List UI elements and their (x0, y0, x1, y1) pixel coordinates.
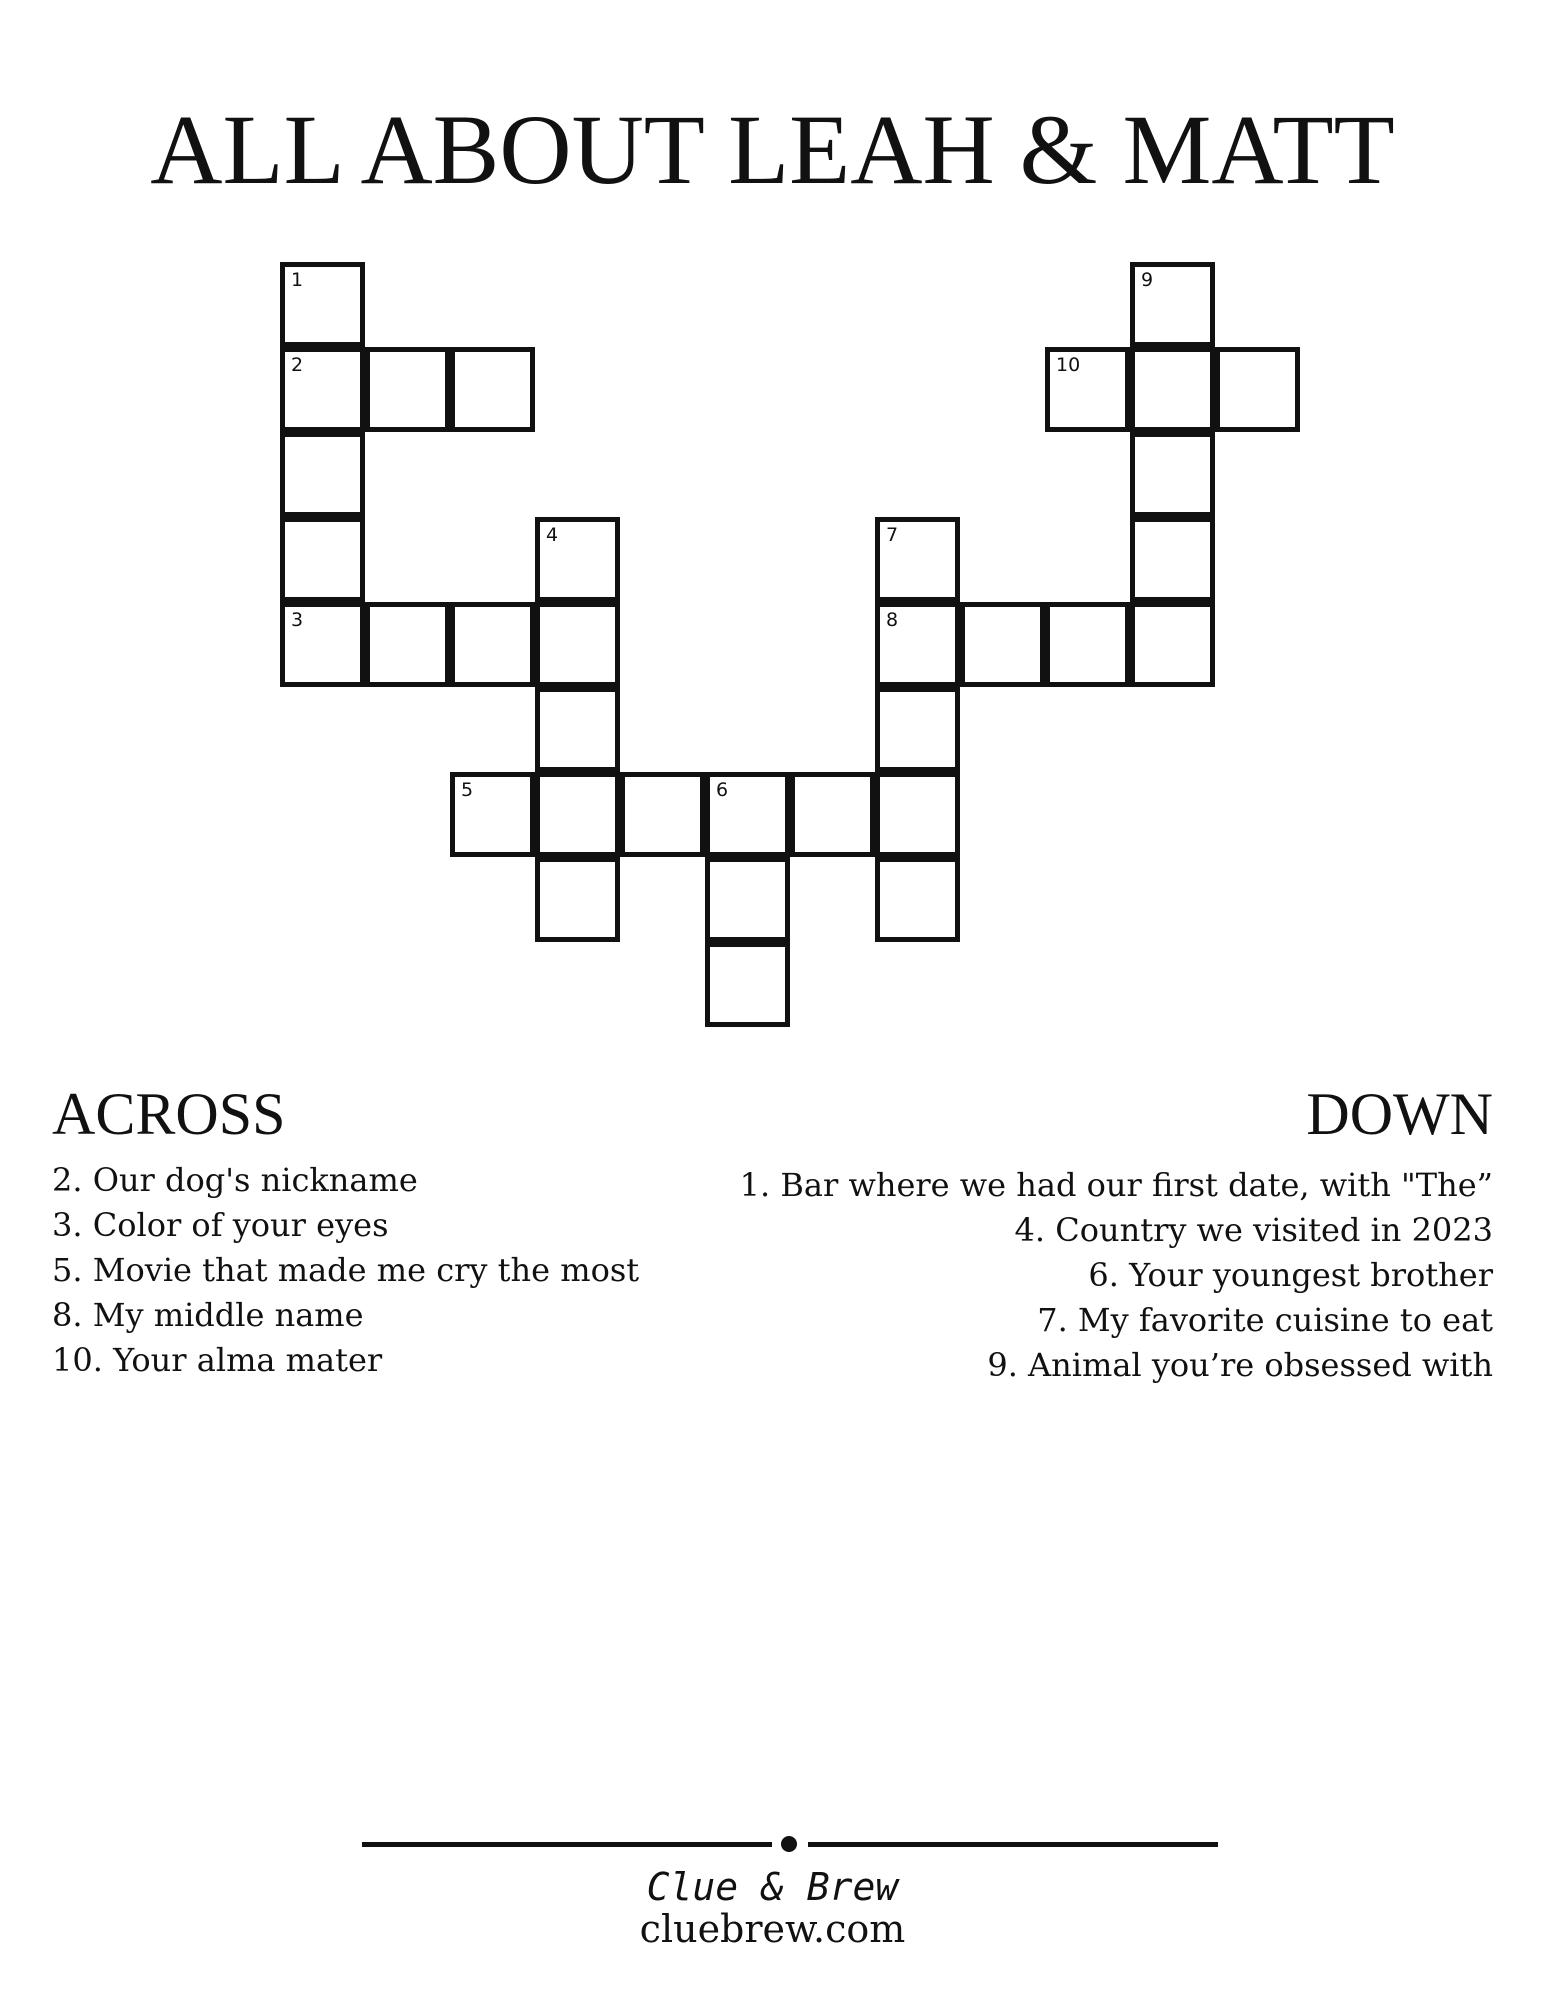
crossword-cell[interactable] (450, 602, 535, 687)
crossword-cell[interactable] (535, 772, 620, 857)
crossword-cell[interactable] (365, 347, 450, 432)
brand-name: Clue & Brew (646, 1865, 899, 1909)
down-clue: 6. Your youngest brother (1088, 1256, 1493, 1294)
clue-number: 10 (1056, 354, 1081, 376)
across-clue: 2. Our dog's nickname (52, 1161, 418, 1199)
clue-number: 3 (291, 609, 304, 631)
crossword-cell[interactable] (535, 602, 620, 687)
crossword-cell[interactable] (365, 602, 450, 687)
clue-number: 2 (291, 354, 304, 376)
down-clue: 4. Country we visited in 2023 (1014, 1211, 1493, 1249)
crossword-cell[interactable] (280, 262, 365, 347)
crossword-cell[interactable] (875, 857, 960, 942)
clue-number: 5 (461, 779, 474, 801)
crossword-cell[interactable] (875, 602, 960, 687)
crossword-cell[interactable] (705, 942, 790, 1027)
crossword-cell[interactable] (450, 347, 535, 432)
divider-line-right (808, 1842, 1218, 1847)
across-clue: 5. Movie that made me cry the most (52, 1251, 640, 1289)
crossword-cell[interactable] (790, 772, 875, 857)
page-title: ALL ABOUT LEAH & MATT (150, 94, 1395, 205)
crossword-cell[interactable] (875, 772, 960, 857)
crossword-cell[interactable] (280, 347, 365, 432)
crossword-cell[interactable] (280, 517, 365, 602)
crossword-cell[interactable] (875, 687, 960, 772)
down-clue-list (740, 1163, 1493, 1388)
crossword-cell[interactable] (705, 857, 790, 942)
crossword-cell[interactable] (1130, 602, 1215, 687)
crossword-cell[interactable] (450, 772, 535, 857)
crossword-cell[interactable] (535, 517, 620, 602)
crossword-cell[interactable] (875, 517, 960, 602)
clue-number: 9 (1141, 269, 1154, 291)
crossword-cell[interactable] (1130, 262, 1215, 347)
crossword-cell[interactable] (1130, 347, 1215, 432)
clue-number: 8 (886, 609, 899, 631)
across-clue: 10. Your alma mater (52, 1341, 383, 1379)
clue-number: 4 (546, 524, 559, 546)
crossword-cell[interactable] (1130, 432, 1215, 517)
crossword-cell[interactable] (1045, 347, 1130, 432)
down-clue: 1. Bar where we had our first date, with "The” (739, 1166, 1493, 1204)
across-clue: 8. My middle name (52, 1296, 364, 1334)
down-clue: 7. My favorite cuisine to eat (1037, 1301, 1493, 1339)
across-heading: ACROSS (52, 1081, 286, 1147)
crossword-cell[interactable] (1130, 517, 1215, 602)
clue-number: 1 (291, 269, 304, 291)
crossword-cell[interactable] (535, 687, 620, 772)
clue-number: 6 (716, 779, 729, 801)
crossword-cell[interactable] (620, 772, 705, 857)
footer-divider (362, 1834, 1218, 1854)
crossword-cell[interactable] (1215, 347, 1300, 432)
crossword-cell[interactable] (960, 602, 1045, 687)
website-url: cluebrew.com (639, 1907, 906, 1951)
down-heading: DOWN (1306, 1081, 1493, 1147)
crossword-cell[interactable] (535, 857, 620, 942)
crossword-cell[interactable] (280, 432, 365, 517)
crossword-cell[interactable] (1045, 602, 1130, 687)
across-clue: 3. Color of your eyes (52, 1206, 389, 1244)
across-clue-list (52, 1158, 639, 1383)
divider-line-left (362, 1842, 772, 1847)
crossword-cell[interactable] (280, 602, 365, 687)
clue-number: 7 (886, 524, 899, 546)
divider-dot (781, 1836, 797, 1852)
crossword-cell[interactable] (705, 772, 790, 857)
down-clue: 9. Animal you’re obsessed with (987, 1346, 1493, 1384)
